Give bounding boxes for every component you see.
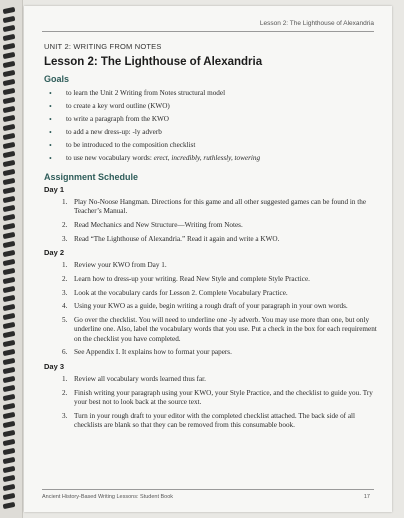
binding-coil [3,88,16,95]
binding-coil [3,196,16,203]
binding-coil [3,376,16,383]
schedule-heading: Assignment Schedule [44,172,139,182]
day-heading: Day 2 [44,248,65,258]
unit-label: UNIT 2: WRITING FROM NOTES [44,42,162,51]
step-text: Using your KWO as a guide, begin writing a rough draft of your paragraph in your own words. [74,302,348,311]
day-heading: Day 3 [44,361,65,371]
step-item [44,389,384,407]
binding-coil [3,358,16,365]
binding-coil [3,43,16,50]
step-text: Play No-Noose Hangman. Directions for this game and all other suggested games can be found in the Teacher’s Manual. [74,198,367,216]
step-number: 1. [62,261,68,270]
lesson-title: Lesson 2: The Lighthouse of Alexandria [44,56,263,68]
step-text: Go over the checklist. You will need to underline one -ly adverb. You may use more than one, but only underline one. Also, label the vocabulary words that you use. Put a check in the box for each requirement on the checklist you have completed. [74,316,377,343]
binding-coil [3,61,16,68]
page-content [44,42,384,434]
step-text: Review all vocabulary words learned thus far. [74,374,206,383]
step-text: See Appendix I. It explains how to format your papers. [74,348,232,357]
binding-coil [3,331,16,338]
goals-heading: Goals [44,74,70,84]
binding-coil [3,16,16,23]
binding-coil [3,106,16,113]
binding-coil [3,403,16,410]
step-text: Turn in your rough draft to your editor with the completed checklist attached. The back side of all checklists are blank so that they can be removed from this consumable book. [74,411,356,429]
goal-item-vocabulary [44,152,384,165]
binding-coil [3,421,16,428]
binding-coil [3,349,16,356]
goals-list [44,87,384,165]
day-steps [44,375,384,430]
binding-coil [3,142,16,149]
binding-coil [3,133,16,140]
binding-coil [3,322,16,329]
binding-coil [3,7,16,14]
step-text: Read “The Lighthouse of Alexandria.” Read it again and write a KWO. [74,234,280,243]
day-steps [44,261,384,357]
day-steps [44,198,384,244]
binding-coil [3,151,16,158]
step-number: 5. [62,316,68,325]
step-number: 2. [62,220,68,229]
footer-divider [42,489,374,490]
binding-coil [3,502,16,509]
step-item [44,316,384,344]
binding-coil [3,250,16,257]
binding-coil [3,394,16,401]
step-number: 3. [62,234,68,243]
binding-coil [3,286,16,293]
step-text: Look at the vocabulary cards for Lesson 2. Complete Vocabulary Practice. [74,288,288,297]
binding-coil [3,295,16,302]
binding-coil [3,268,16,275]
step-item [44,235,384,244]
binding-coil [3,385,16,392]
step-text: Review your KWO from Day 1. [74,261,167,270]
goal-item: • to write a paragraph from the KWO [44,113,384,126]
binding-coil [3,457,16,464]
step-text: Learn how to dress-up your writing. Read New Style and complete Style Practice. [74,275,310,284]
binding-coil [3,484,16,491]
binding-coil [3,214,16,221]
day-heading: Day 1 [44,185,65,194]
binding-coil [3,475,16,482]
step-number: 1. [62,374,68,383]
binding-coil [3,34,16,41]
step-item [44,198,384,216]
step-item [44,221,384,230]
binding-coil [3,160,16,167]
goal-item: • to be introduced to the composition checklist [44,139,384,152]
vocab-prefix: to use new vocabulary words: [66,154,154,162]
binding-coil [3,205,16,212]
step-text: Finish writing your paragraph using your KWO, your Style Practice, and the checklist to guide you. Try your best not to look back at the source text. [74,388,373,406]
binding-coil [3,124,16,131]
step-number: 2. [62,388,68,397]
step-number: 2. [62,275,68,284]
binding-coil [3,466,16,473]
binding-coil [3,70,16,77]
goal-item: • to learn the Unit 2 Writing from Notes structural model [44,87,384,100]
binding-coil [3,232,16,239]
binding-coil [3,241,16,248]
running-head: Lesson 2: The Lighthouse of Alexandria [259,20,374,27]
footer-book-title: Ancient History-Based Writing Lessons: Student Book [42,494,174,500]
binding-coil [3,340,16,347]
step-number: 6. [62,348,68,357]
binding-coil [3,178,16,185]
header-divider [42,31,374,32]
binding-coil [3,412,16,419]
step-number: 3. [62,411,68,420]
step-number: 3. [62,288,68,297]
page-number: 17 [363,494,370,500]
step-item [44,302,384,311]
step-item [44,289,384,298]
step-item [44,348,384,357]
binding-coil [3,277,16,284]
binding-coil [3,223,16,230]
binding-coil [3,430,16,437]
step-item [44,412,384,430]
schedule-days [44,185,384,430]
binding-coil [3,313,16,320]
binding-coil [3,304,16,311]
binding-coil [3,169,16,176]
step-number: 4. [62,302,68,311]
binding-coil [3,52,16,59]
binding-coil [3,448,16,455]
binding-coil [3,259,16,266]
vocab-words: erect, incredibly, ruthlessly, towering [153,154,261,162]
goal-item: • to add a new dress-up: -ly adverb [44,126,384,139]
step-number: 1. [62,198,68,206]
binding-coil [3,367,16,374]
binding-coil [3,115,16,122]
step-item [44,275,384,284]
binding-coil [3,79,16,86]
binding-coil [3,493,16,500]
binding-coil [3,97,16,104]
step-item [44,375,384,384]
step-text: Read Mechanics and New Structure—Writing from Notes. [74,220,243,229]
spiral-binding [0,0,23,518]
binding-coil [3,439,16,446]
book-page [24,6,392,512]
goal-item: • to create a key word outline (KWO) [44,100,384,113]
binding-coil [3,25,16,32]
binding-coil [3,187,16,194]
step-item [44,261,384,270]
